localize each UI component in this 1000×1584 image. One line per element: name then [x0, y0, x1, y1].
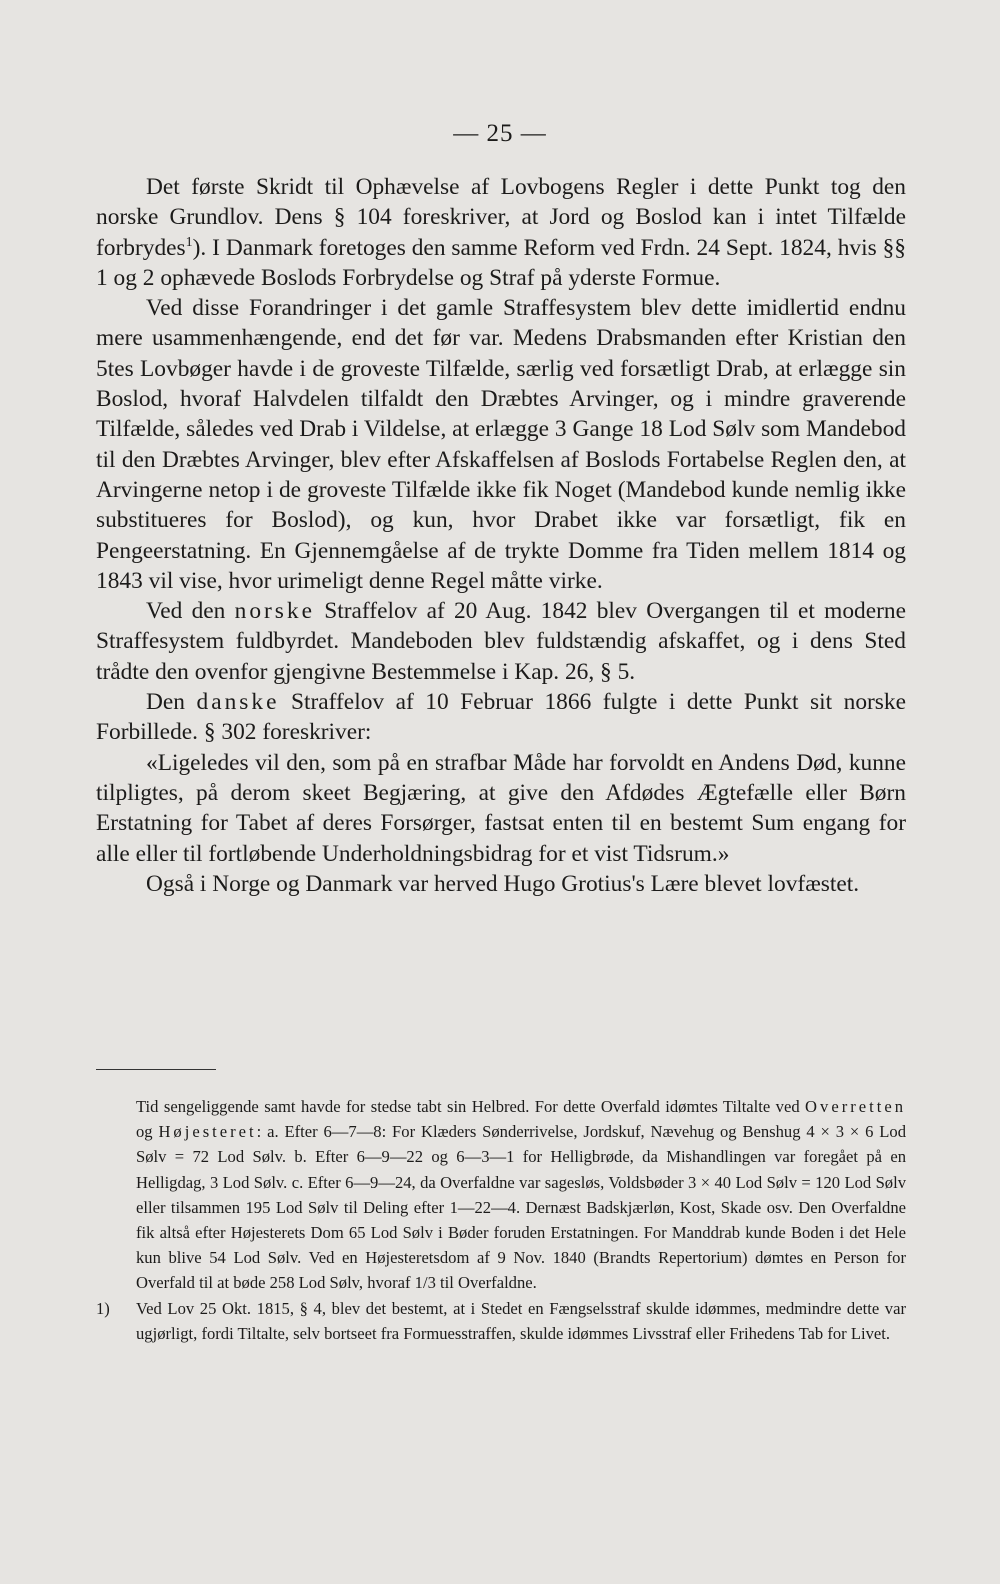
emphasized-word: Højesteret	[158, 1122, 257, 1142]
paragraph-text: Ved den	[146, 598, 235, 625]
paragraph-text: Den	[146, 689, 197, 716]
emphasized-word: danske	[196, 689, 280, 716]
paragraph-text: Straffelov af 20 Aug. 1842 blev Overgangen til et moderne Straffesystem fuldbyrdet. Mandeboden blev fuldstændig afskaffet, og i dens Sted trådte den ovenfor gjengivne Bestemmelse i Kap. 26, § 5.	[96, 598, 906, 685]
paragraph-forandringer: Ved disse Forandringer i det gamle Straffesystem blev dette imidlertid endnu mere usammenhængende, end det før var. Medens Drabsmanden efter Kristian den 5tes Lovbøger havde i de groveste Tilfælde, særlig ved forsætligt Drab, at erlægge sin Boslod, hvoraf Halvdelen tilfaldt den Dræbtes Arvinger, og i mindre graverende Tilfælde, således ved Drab i Vildelse, at erlægge 3 Gange 18 Lod Sølv som Mandebod til den Dræbtes Arvinger, blev efter Afskaffelsen af Boslods Fortabelse Reglen den, at Arvingerne netop i de groveste Tilfælde ikke fik Noget (Mandebod kunde nemlig ikke substitueres for Boslod), og kun, hvor Drabet ikke var forsætligt, fik en Pengeerstatning. En Gjennemgåelse af de trykte Domme fra Tiden mellem 1814 og 1843 vil vise, hvor urimeligt denne Regel måtte virke.	[96, 295, 906, 594]
paragraph-grundlov	[96, 172, 906, 293]
paragraph-norske-straffelov	[96, 596, 906, 687]
footnote-text: til Overfaldne.	[435, 1273, 537, 1293]
page-number: — 25 —	[453, 120, 547, 147]
footnote-1	[96, 1296, 906, 1346]
footnote-text: : a. Efter 6—7—8: For Klæders Sønderrivelse, Jordskuf, Nævehug og Benshug 4 × 3 × 6 Lod Sølv = 72 Lod Sølv. b. Efter 6—9—22 og 6—3—1 for Helligbrøde, da Mishandlingen var foregået på en Helligdag, 3 Lod Sølv. c. Efter 6—9—24, da Overfaldne var sagesløs, Voldsbøder 3 × 40 Lod Sølv = 120 Lod Sølv eller tilsammen 195 Lod Sølv til Deling efter 1—22—4. Dernæst Badskjærløn, Kost, Skade osv. Den Overfaldne fik altså efter Højesterets Dom 65 Lod Sølv i Bøder foruden Erstatningen. For Manddrab kunde Boden i det Hele kun blive 54 Lod Sølv. Ved en Højesteretsdom af 9 Nov. 1840 (Brandts Repertorium) dømtes en Person for Overfald til at bøde 258 Lod Sølv, hvoraf	[136, 1122, 906, 1293]
paragraph-text: ). I Danmark foretoges den samme Reform ved Frdn. 24 Sept. 1824, hvis §§ 1 og 2 ophævede Boslods Forbrydelse og Straf på yderste Formue.	[96, 234, 906, 291]
paragraph-danske-straffelov	[96, 687, 906, 748]
emphasized-word: norske	[234, 598, 315, 625]
footnote-continuation	[96, 1094, 906, 1296]
footnotes	[96, 1094, 906, 1346]
footnote-text: Ved Lov 25 Okt. 1815, § 4, blev det bestemt, at i Stedet en Fængselsstraf skulde idømmes, medmindre dette var ugjørligt, fordi Tiltalte, selv bortseet fra Formuesstraffen, skulde idømmes Livsstraf eller Frihedens Tab for Livet.	[136, 1298, 906, 1343]
footnote-reference: 1	[185, 234, 193, 250]
footnote-text: og	[136, 1122, 159, 1142]
footnote-marker: 1)	[96, 1298, 110, 1318]
footnote-text: Tid sengeliggende samt havde for stedse tabt sin Helbred. For dette Overfald idømtes Tiltalte ved	[136, 1097, 806, 1116]
paragraph-text: Straffelov af 10 Februar 1866 fulgte i dette Punkt sit norske Forbillede. § 302 foreskriver:	[96, 689, 906, 746]
quoted-paragraph: «Ligeledes vil den, som på en strafbar Måde har forvoldt en Andens Død, kunne tilpligtes, på derom skeet Begjæring, at give den Afdødes Ægtefælle eller Børn Erstatning for Tabet af deres Forsørger, fastsat enten til en bestemt Sum engang for alle eller til fortløbende Underholdningsbidrag for et vist Tidsrum.»	[96, 749, 906, 867]
fraction: 1/3	[414, 1273, 436, 1293]
paragraph-text: Det første Skridt til Ophævelse af Lovbogens Regler i dette Punkt tog den norske Grundlov. Dens § 104 foreskriver, at Jord og Boslod kan i intet Tilfælde forbrydes	[96, 174, 906, 261]
paragraph-conclusion: Også i Norge og Danmark var herved Hugo Grotius's Lære blevet lovfæstet.	[146, 870, 860, 897]
emphasized-word: Overretten	[805, 1097, 906, 1116]
main-text	[96, 172, 906, 899]
footnote-divider	[96, 1069, 216, 1070]
